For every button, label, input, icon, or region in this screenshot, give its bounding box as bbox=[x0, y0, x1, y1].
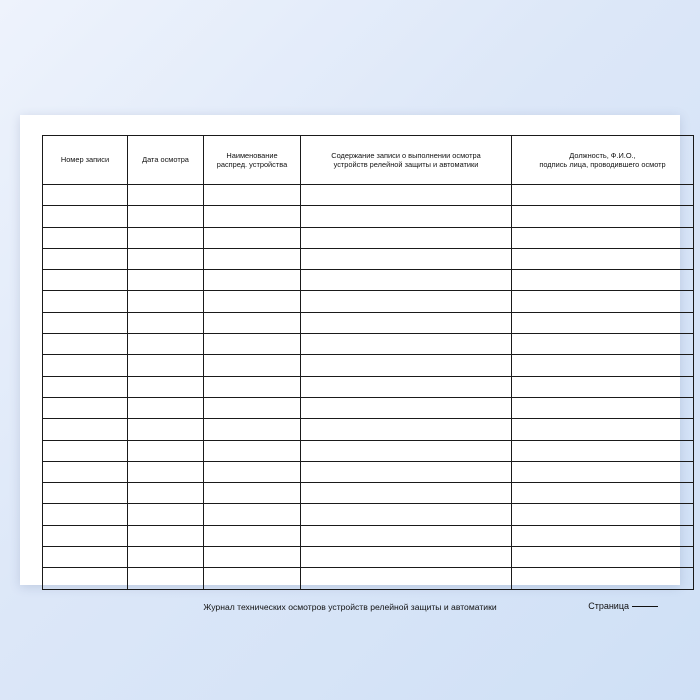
table-row bbox=[43, 504, 694, 525]
cell-device-name[interactable] bbox=[204, 270, 301, 291]
footer-title: Журнал технических осмотров устройств релейной защиты и автоматики bbox=[203, 601, 497, 612]
cell-record-number[interactable] bbox=[43, 248, 128, 269]
cell-record-number[interactable] bbox=[43, 568, 128, 589]
table-row bbox=[43, 525, 694, 546]
cell-record-number[interactable] bbox=[43, 291, 128, 312]
cell-record-content[interactable] bbox=[301, 568, 512, 589]
table-row bbox=[43, 206, 694, 227]
cell-record-content[interactable] bbox=[301, 355, 512, 376]
cell-inspector-signature[interactable] bbox=[512, 440, 694, 461]
table-row bbox=[43, 248, 694, 269]
cell-record-content[interactable] bbox=[301, 461, 512, 482]
cell-record-number[interactable] bbox=[43, 547, 128, 568]
cell-device-name[interactable] bbox=[204, 334, 301, 355]
cell-device-name[interactable] bbox=[204, 568, 301, 589]
cell-record-number[interactable] bbox=[43, 419, 128, 440]
cell-inspector-signature[interactable] bbox=[512, 525, 694, 546]
journal-page-sheet bbox=[20, 115, 680, 612]
cell-inspection-date[interactable] bbox=[128, 355, 204, 376]
table-row bbox=[43, 291, 694, 312]
table-row bbox=[43, 312, 694, 333]
cell-record-content[interactable] bbox=[301, 291, 512, 312]
cell-record-content[interactable] bbox=[301, 185, 512, 206]
cell-device-name[interactable] bbox=[204, 397, 301, 418]
cell-record-number[interactable] bbox=[43, 270, 128, 291]
cell-inspector-signature[interactable] bbox=[512, 206, 694, 227]
cell-record-content[interactable] bbox=[301, 206, 512, 227]
cell-record-content[interactable] bbox=[301, 334, 512, 355]
cell-inspector-signature[interactable] bbox=[512, 270, 694, 291]
page-number-blank[interactable] bbox=[632, 606, 658, 607]
cell-inspector-signature[interactable] bbox=[512, 376, 694, 397]
table-row bbox=[43, 547, 694, 568]
cell-inspector-signature[interactable] bbox=[512, 312, 694, 333]
column-header-inspector-signature: Должность, Ф.И.О., подпись лица, проводившего осмотр bbox=[512, 136, 694, 185]
table-body bbox=[43, 185, 694, 590]
cell-inspector-signature[interactable] bbox=[512, 291, 694, 312]
cell-inspection-date[interactable] bbox=[128, 376, 204, 397]
cell-record-content[interactable] bbox=[301, 547, 512, 568]
table-row bbox=[43, 397, 694, 418]
cell-record-content[interactable] bbox=[301, 525, 512, 546]
cell-device-name[interactable] bbox=[204, 355, 301, 376]
cell-record-content[interactable] bbox=[301, 483, 512, 504]
cell-device-name[interactable] bbox=[204, 461, 301, 482]
cell-inspection-date[interactable] bbox=[128, 248, 204, 269]
cell-record-content[interactable] bbox=[301, 227, 512, 248]
cell-record-number[interactable] bbox=[43, 312, 128, 333]
cell-record-content[interactable] bbox=[301, 440, 512, 461]
cell-device-name[interactable] bbox=[204, 440, 301, 461]
cell-record-content[interactable] bbox=[301, 248, 512, 269]
cell-record-content[interactable] bbox=[301, 312, 512, 333]
cell-inspector-signature[interactable] bbox=[512, 185, 694, 206]
cell-record-number[interactable] bbox=[43, 525, 128, 546]
cell-inspection-date[interactable] bbox=[128, 568, 204, 589]
cell-inspection-date[interactable] bbox=[128, 504, 204, 525]
cell-record-content[interactable] bbox=[301, 504, 512, 525]
journal-content bbox=[42, 135, 666, 612]
cell-record-content[interactable] bbox=[301, 270, 512, 291]
cell-device-name[interactable] bbox=[204, 291, 301, 312]
cell-record-number[interactable] bbox=[43, 206, 128, 227]
cell-inspection-date[interactable] bbox=[128, 461, 204, 482]
cell-record-content[interactable] bbox=[301, 419, 512, 440]
cell-device-name[interactable] bbox=[204, 547, 301, 568]
table-row bbox=[43, 334, 694, 355]
cell-inspection-date[interactable] bbox=[128, 291, 204, 312]
cell-record-number[interactable] bbox=[43, 397, 128, 418]
table-row bbox=[43, 355, 694, 376]
cell-device-name[interactable] bbox=[204, 525, 301, 546]
table-row bbox=[43, 461, 694, 482]
cell-record-number[interactable] bbox=[43, 376, 128, 397]
table-row bbox=[43, 185, 694, 206]
cell-inspector-signature[interactable] bbox=[512, 483, 694, 504]
cell-inspector-signature[interactable] bbox=[512, 419, 694, 440]
table-row bbox=[43, 376, 694, 397]
cell-record-number[interactable] bbox=[43, 185, 128, 206]
cell-inspector-signature[interactable] bbox=[512, 547, 694, 568]
table-row bbox=[43, 227, 694, 248]
cell-device-name[interactable] bbox=[204, 504, 301, 525]
column-header-inspection-date: Дата осмотра bbox=[128, 136, 204, 185]
cell-inspection-date[interactable] bbox=[128, 185, 204, 206]
cell-inspector-signature[interactable] bbox=[512, 355, 694, 376]
table-header-row bbox=[43, 136, 694, 185]
cell-device-name[interactable] bbox=[204, 312, 301, 333]
cell-inspector-signature[interactable] bbox=[512, 397, 694, 418]
table-row bbox=[43, 483, 694, 504]
cell-record-number[interactable] bbox=[43, 440, 128, 461]
cell-inspection-date[interactable] bbox=[128, 525, 204, 546]
cell-inspection-date[interactable] bbox=[128, 270, 204, 291]
cell-inspector-signature[interactable] bbox=[512, 568, 694, 589]
cell-device-name[interactable] bbox=[204, 227, 301, 248]
inspection-log-table bbox=[42, 135, 694, 590]
cell-inspector-signature[interactable] bbox=[512, 461, 694, 482]
table-header bbox=[43, 136, 694, 185]
table-row bbox=[43, 270, 694, 291]
cell-inspection-date[interactable] bbox=[128, 440, 204, 461]
cell-record-number[interactable] bbox=[43, 483, 128, 504]
cell-record-number[interactable] bbox=[43, 461, 128, 482]
cell-inspection-date[interactable] bbox=[128, 334, 204, 355]
table-row bbox=[43, 440, 694, 461]
cell-inspection-date[interactable] bbox=[128, 397, 204, 418]
cell-device-name[interactable] bbox=[204, 248, 301, 269]
cell-inspection-date[interactable] bbox=[128, 483, 204, 504]
cell-inspection-date[interactable] bbox=[128, 227, 204, 248]
cell-record-number[interactable] bbox=[43, 504, 128, 525]
cell-device-name[interactable] bbox=[204, 206, 301, 227]
page-number-label: Страница bbox=[588, 600, 629, 611]
cell-device-name[interactable] bbox=[204, 376, 301, 397]
cell-inspection-date[interactable] bbox=[128, 312, 204, 333]
cell-inspector-signature[interactable] bbox=[512, 504, 694, 525]
page-number-field bbox=[588, 601, 658, 611]
cell-inspection-date[interactable] bbox=[128, 547, 204, 568]
cell-inspection-date[interactable] bbox=[128, 419, 204, 440]
cell-record-number[interactable] bbox=[43, 355, 128, 376]
cell-inspection-date[interactable] bbox=[128, 206, 204, 227]
cell-record-content[interactable] bbox=[301, 376, 512, 397]
cell-device-name[interactable] bbox=[204, 419, 301, 440]
table-row bbox=[43, 568, 694, 589]
column-header-record-content: Содержание записи о выполнении осмотра устройств релейной защиты и автоматики bbox=[301, 136, 512, 185]
cell-device-name[interactable] bbox=[204, 185, 301, 206]
cell-record-number[interactable] bbox=[43, 227, 128, 248]
cell-inspector-signature[interactable] bbox=[512, 334, 694, 355]
cell-record-content[interactable] bbox=[301, 397, 512, 418]
column-header-record-number: Номер записи bbox=[43, 136, 128, 185]
cell-inspector-signature[interactable] bbox=[512, 227, 694, 248]
table-row bbox=[43, 419, 694, 440]
cell-device-name[interactable] bbox=[204, 483, 301, 504]
cell-record-number[interactable] bbox=[43, 334, 128, 355]
column-header-device-name: Наименование распред. устройства bbox=[204, 136, 301, 185]
cell-inspector-signature[interactable] bbox=[512, 248, 694, 269]
